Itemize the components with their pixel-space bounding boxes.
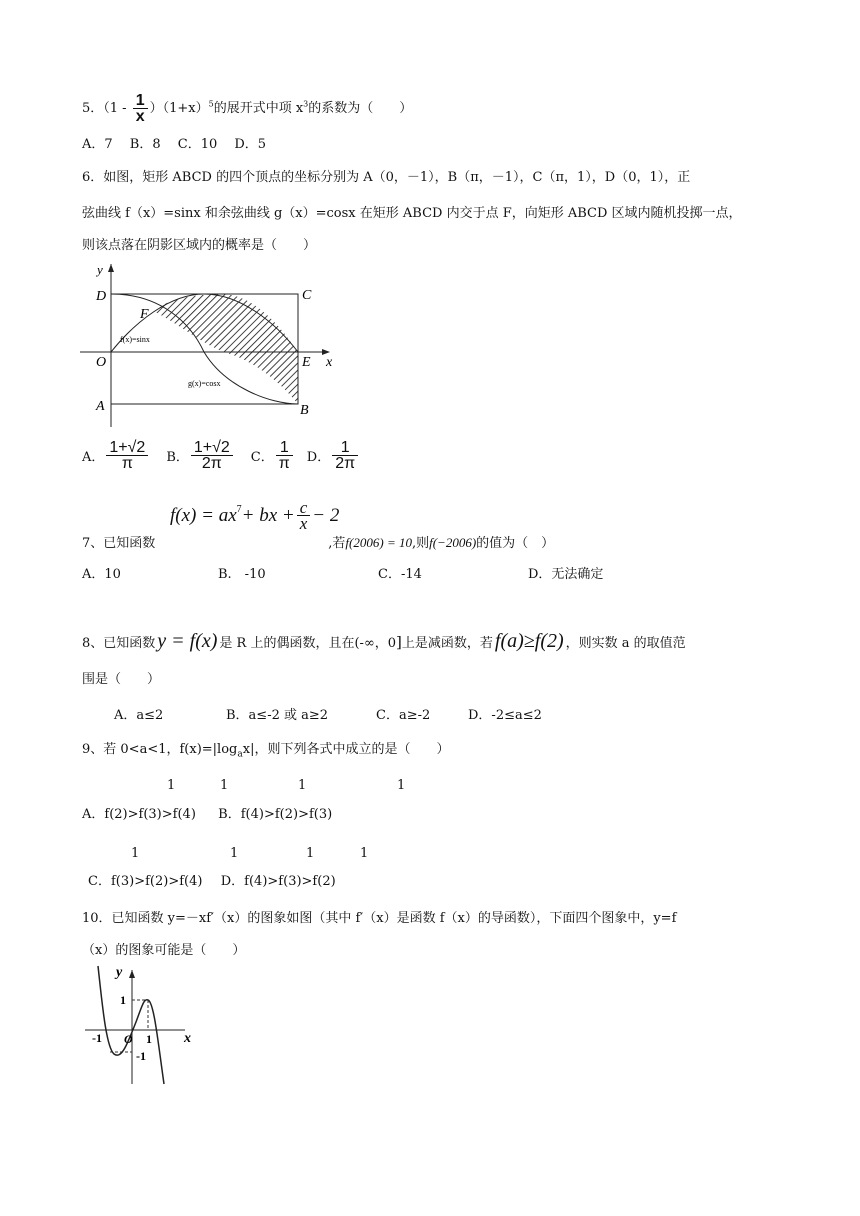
q7-option-b: B. -10 xyxy=(218,567,266,582)
q9-b-num1: 1 xyxy=(298,778,307,793)
q6-label-F: F xyxy=(140,307,149,322)
q6-f-label: f(x)=sinx xyxy=(120,335,150,344)
q9-c-num2: 1 xyxy=(230,846,239,861)
q9-d-num2: 1 xyxy=(360,846,369,861)
q7-option-c: C．-14 xyxy=(378,567,422,582)
q6-label-y: y xyxy=(97,262,103,277)
q10-label-O: O xyxy=(124,1032,133,1046)
q9-d-num1: 1 xyxy=(306,846,315,861)
q5-stem: 5．（1 - $\frac{1}{x}$ ）$(1+x)^5$的展开式中项 $x^3$的系数为（ ） xyxy=(82,92,413,125)
q9-stem: 9、若 0<a<1，$f(x)=|\log_ax|$，则下列各式中成立的是（ ） xyxy=(82,742,450,760)
q8-option-d: D．-2≤a≤2 xyxy=(468,708,542,723)
q5-fraction: $\frac{1}{x}$ xyxy=(133,93,148,124)
q8-option-b: B．a≤-2 或 a≥2 xyxy=(226,708,329,723)
q6-option-d-letter: D． xyxy=(306,450,331,465)
q6-label-E: E xyxy=(302,355,311,370)
q6-option-d: $\frac{1}{2\pi}$ xyxy=(332,440,358,471)
q6-option-b: $\frac{1+√2}{2\pi}$ xyxy=(191,440,233,471)
q10-label-neg1y: -1 xyxy=(136,1049,146,1063)
q10-figure xyxy=(80,962,200,1087)
q6-line3: 则该点落在阴影区域内的概率是（ ） xyxy=(82,238,317,253)
q6-option-b-letter: B． xyxy=(166,450,189,465)
q9-a-num2: 1 xyxy=(220,778,229,793)
q6-label-B: B xyxy=(300,403,309,418)
q9-option-b: B．f(4)>f(2)>f(3) xyxy=(218,807,333,822)
q5-options: A．7 B．8 C．10 D．5 xyxy=(82,137,267,152)
q9-options-ab xyxy=(82,805,332,825)
q6-label-x: x xyxy=(326,355,333,370)
q6-label-O: O xyxy=(96,355,107,370)
q7-stem: 7、已知函数 ,若f(2006) = 10,则f(−2006)的值为（ ） xyxy=(82,535,555,551)
q6-option-c-letter: C． xyxy=(250,450,274,465)
q10-label-y: y xyxy=(116,965,123,980)
q9-b-num2: 1 xyxy=(397,778,406,793)
q9-option-a: A．f(2)>f(3)>f(4) xyxy=(82,807,196,822)
q6-line2: 弦曲线 f（x）=sinx 和余弦曲线 g（x）=cosx 在矩形 ABCD 内交于点 F，向矩形 ABCD 区域内随机投掷一点， xyxy=(82,206,742,221)
q7-option-d: D．无法确定 xyxy=(528,567,604,582)
q6-options xyxy=(82,440,360,471)
q6-figure xyxy=(80,262,340,432)
q6-label-C: C xyxy=(302,288,312,303)
q10-curve xyxy=(98,966,164,1084)
q6-shaded-region xyxy=(153,294,298,404)
q8-stem: 8、已知函数 y = f(x) 是 R 上的偶函数，且在(-∞，0 ] 上是减函数，若 f(a)≥f(2) ，则实数 a 的取值范 xyxy=(82,630,686,652)
q8-option-c: C．a≥-2 xyxy=(376,708,431,723)
q9-options-cd xyxy=(88,872,336,892)
q10-line2: （x）的图象可能是（ ） xyxy=(82,943,246,958)
q7-option-a: A．10 xyxy=(82,567,121,582)
q10-line1: 10．已知函数 y=－xf′（x）的图象如图（其中 f′（x）是函数 f（x）的导函数），下面四个图象中，y=f xyxy=(82,911,677,926)
q6-option-c: $\frac{1}{\pi}$ xyxy=(276,440,293,471)
q8-line2: 围是（ ） xyxy=(82,672,161,687)
q9-c-num1: 1 xyxy=(131,846,140,861)
q10-label-neg1x: -1 xyxy=(92,1031,102,1045)
q6-option-a: $\frac{1+√2}{\pi}$ xyxy=(106,440,148,471)
q10-label-1y: 1 xyxy=(120,993,126,1007)
q9-option-d: D．f(4)>f(3)>f(2) xyxy=(220,874,336,889)
q10-label-1x: 1 xyxy=(146,1032,152,1046)
q6-label-D: D xyxy=(96,289,107,304)
q6-g-label: g(x)=cosx xyxy=(188,379,221,388)
q6-label-A: A xyxy=(96,399,105,414)
q9-option-c: C．f(3)>f(2)>f(4) xyxy=(88,874,203,889)
q9-a-num1: 1 xyxy=(167,778,176,793)
q10-label-x: x xyxy=(184,1031,191,1046)
q6-option-a-letter: A． xyxy=(82,450,105,465)
q7-formula: f(x) = ax $^7$ + bx + $\frac{c}{x}$ − 2 xyxy=(170,498,340,533)
q8-option-a: A．a≤2 xyxy=(114,708,164,723)
q6-line1: 6．如图，矩形 ABCD 的四个顶点的坐标分别为 A（0，－1），B（π，－1），C（π，1），D（0，1），正 xyxy=(82,170,691,185)
